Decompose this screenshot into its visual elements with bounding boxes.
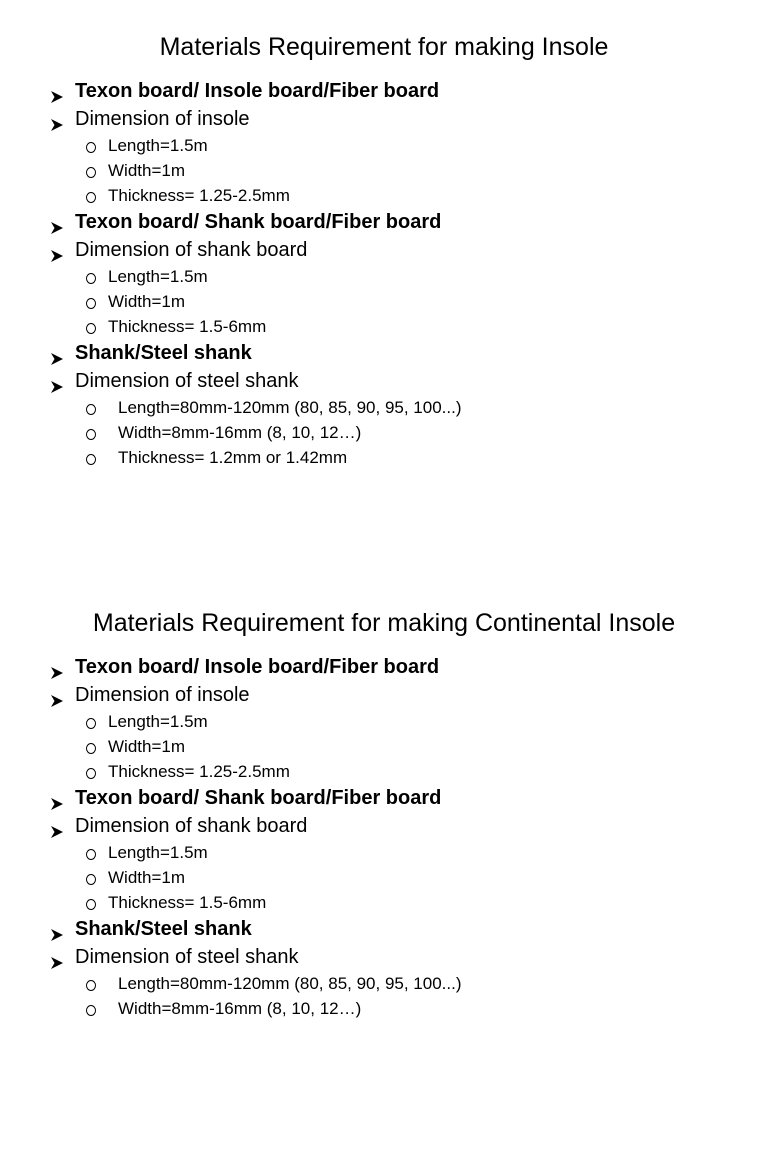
bullet-text: Dimension of insole: [75, 684, 250, 706]
arrowhead-bullet-icon: [50, 791, 64, 805]
slide-continental-insole: [0, 576, 768, 1152]
sub-bullet-item: [0, 395, 768, 420]
sub-bullet-item: [0, 971, 768, 996]
bullet-list: [0, 653, 768, 1021]
bullet-text: Texon board/ Insole board/Fiber board: [75, 80, 440, 102]
arrowhead-bullet-icon: [50, 819, 64, 833]
circle-bullet-icon: [86, 273, 96, 284]
circle-bullet-icon: [86, 454, 96, 465]
bullet-text: Width=8mm-16mm (8, 10, 12…): [118, 999, 362, 1018]
circle-bullet-icon: [86, 849, 96, 860]
arrowhead-bullet-icon: [50, 84, 64, 98]
arrowhead-bullet-icon: [50, 215, 64, 229]
bullet-text: Thickness= 1.5-6mm: [108, 317, 267, 336]
circle-bullet-icon: [86, 142, 96, 153]
bullet-item: [0, 812, 768, 840]
sub-bullet-item: [0, 158, 768, 183]
bullet-item: [0, 681, 768, 709]
bullet-item: [0, 915, 768, 943]
bullet-text: Thickness= 1.25-2.5mm: [108, 186, 290, 205]
bullet-text: Dimension of steel shank: [75, 946, 299, 968]
bullet-text: Thickness= 1.2mm or 1.42mm: [118, 448, 348, 467]
arrowhead-bullet-icon: [50, 243, 64, 257]
bullet-text: Width=1m: [108, 161, 185, 180]
sub-bullet-item: [0, 996, 768, 1021]
bullet-text: Length=80mm-120mm (80, 85, 90, 95, 100...): [118, 398, 462, 417]
bullet-item: [0, 653, 768, 681]
bullet-text: Width=1m: [108, 868, 185, 887]
circle-bullet-icon: [86, 323, 96, 334]
bullet-item: [0, 943, 768, 971]
bullet-text: Width=8mm-16mm (8, 10, 12…): [118, 423, 362, 442]
bullet-text: Shank/Steel shank: [75, 342, 252, 364]
sub-bullet-item: [0, 890, 768, 915]
arrowhead-bullet-icon: [50, 950, 64, 964]
slide-title: Materials Requirement for making Insole: [159, 33, 609, 61]
circle-bullet-icon: [86, 298, 96, 309]
circle-bullet-icon: [86, 192, 96, 203]
bullet-text: Dimension of insole: [75, 108, 250, 130]
bullet-text: Texon board/ Insole board/Fiber board: [75, 656, 440, 678]
sub-bullet-item: [0, 183, 768, 208]
bullet-text: Dimension of steel shank: [75, 370, 299, 392]
bullet-item: [0, 236, 768, 264]
sub-bullet-item: [0, 734, 768, 759]
bullet-item: [0, 105, 768, 133]
arrowhead-bullet-icon: [50, 112, 64, 126]
sub-bullet-item: [0, 709, 768, 734]
bullet-item: [0, 208, 768, 236]
bullet-text: Width=1m: [108, 292, 185, 311]
bullet-text: Shank/Steel shank: [75, 918, 252, 940]
bullet-text: Dimension of shank board: [75, 239, 308, 261]
sub-bullet-item: [0, 314, 768, 339]
bullet-item: [0, 784, 768, 812]
arrowhead-bullet-icon: [50, 374, 64, 388]
bullet-item: [0, 77, 768, 105]
sub-bullet-item: [0, 420, 768, 445]
sub-bullet-item: [0, 133, 768, 158]
arrowhead-bullet-icon: [50, 660, 64, 674]
sub-bullet-item: [0, 840, 768, 865]
arrowhead-bullet-icon: [50, 922, 64, 936]
bullet-text: Width=1m: [108, 737, 185, 756]
bullet-text: Length=1.5m: [108, 136, 208, 155]
arrowhead-bullet-icon: [50, 688, 64, 702]
bullet-list: [0, 77, 768, 470]
bullet-item: [0, 367, 768, 395]
circle-bullet-icon: [86, 899, 96, 910]
bullet-text: Texon board/ Shank board/Fiber board: [75, 787, 442, 809]
bullet-text: Dimension of shank board: [75, 815, 308, 837]
bullet-text: Length=1.5m: [108, 267, 208, 286]
slide-title: Materials Requirement for making Continental Insole: [92, 609, 676, 637]
bullet-text: Texon board/ Shank board/Fiber board: [75, 211, 442, 233]
sub-bullet-item: [0, 865, 768, 890]
bullet-text: Length=1.5m: [108, 712, 208, 731]
circle-bullet-icon: [86, 429, 96, 440]
arrowhead-bullet-icon: [50, 346, 64, 360]
sub-bullet-item: [0, 759, 768, 784]
bullet-text: Thickness= 1.5-6mm: [108, 893, 267, 912]
bullet-text: Length=80mm-120mm (80, 85, 90, 95, 100...): [118, 974, 462, 993]
circle-bullet-icon: [86, 1005, 96, 1016]
circle-bullet-icon: [86, 768, 96, 779]
sub-bullet-item: [0, 445, 768, 470]
circle-bullet-icon: [86, 167, 96, 178]
circle-bullet-icon: [86, 718, 96, 729]
circle-bullet-icon: [86, 874, 96, 885]
circle-bullet-icon: [86, 980, 96, 991]
bullet-text: Thickness= 1.25-2.5mm: [108, 762, 290, 781]
circle-bullet-icon: [86, 404, 96, 415]
sub-bullet-item: [0, 289, 768, 314]
bullet-text: Length=1.5m: [108, 843, 208, 862]
sub-bullet-item: [0, 264, 768, 289]
bullet-item: [0, 339, 768, 367]
circle-bullet-icon: [86, 743, 96, 754]
